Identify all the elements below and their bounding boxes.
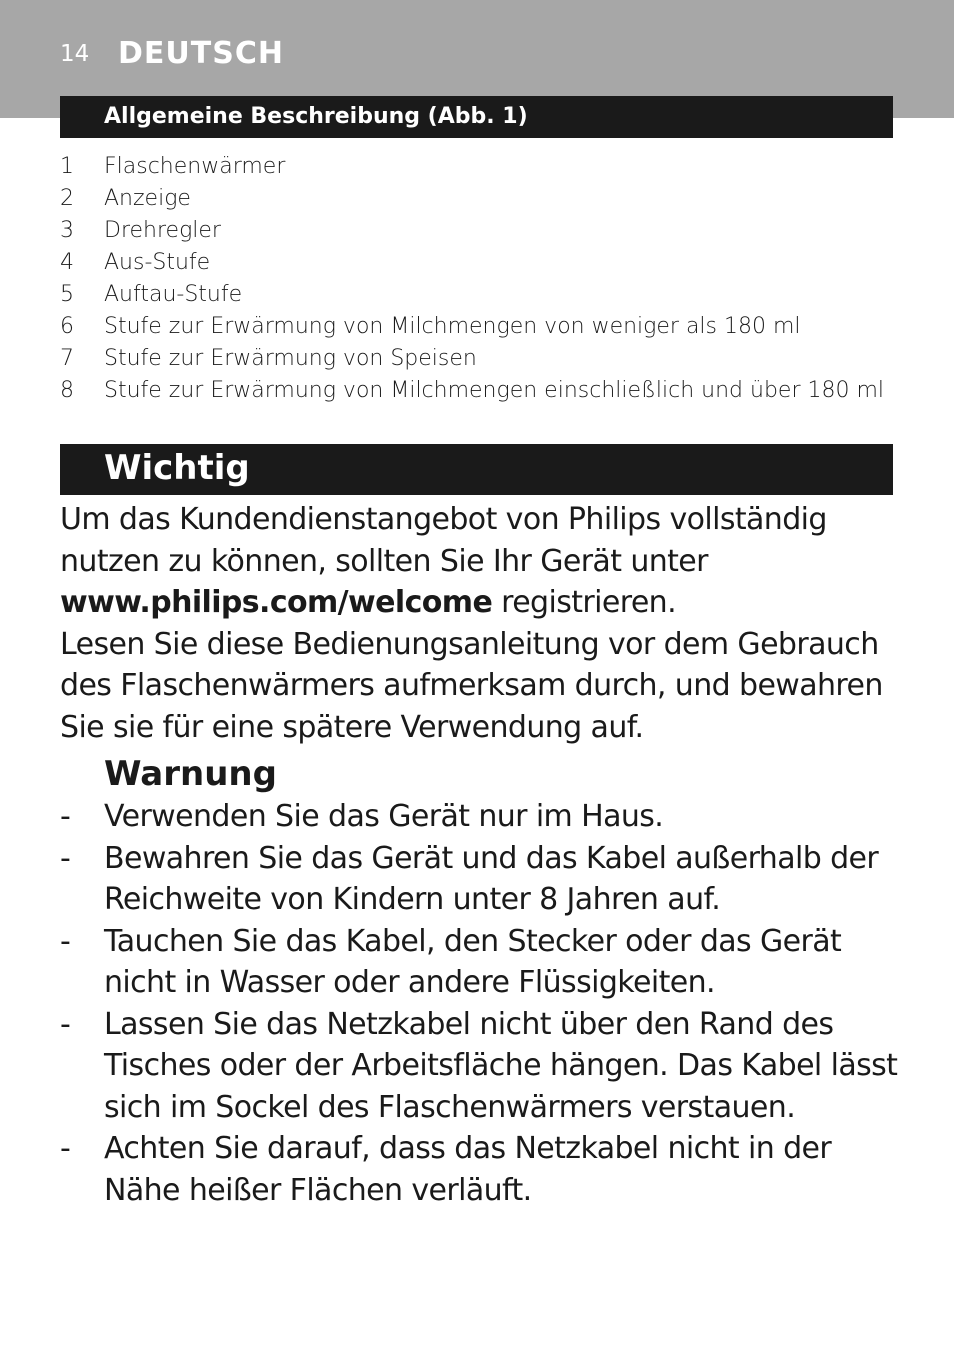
warning-text: Verwenden Sie das Gerät nur im Haus. (104, 799, 664, 834)
list-item (60, 1128, 900, 1211)
registration-text-after: registrieren. (492, 585, 677, 620)
registration-paragraph (60, 499, 900, 624)
list-item (60, 215, 893, 247)
bullet-dash: - (60, 1131, 71, 1166)
item-text: Drehregler (104, 218, 221, 243)
warning-text: Lassen Sie das Netzkabel nicht über den Rand des Tisches oder der Arbeitsfläche hängen. Das Kabel lässt sich im Sockel des Flaschenwärmers verstauen. (104, 1006, 898, 1125)
list-item (60, 838, 900, 921)
item-text: Stufe zur Erwärmung von Milchmengen einschließlich und über 180 ml (104, 378, 885, 403)
warning-heading: Warnung (104, 754, 277, 794)
item-number: 6 (60, 314, 74, 339)
bullet-dash: - (60, 799, 71, 834)
list-item (60, 183, 893, 215)
list-item (60, 796, 900, 838)
item-text: Stufe zur Erwärmung von Milchmengen von weniger als 180 ml (104, 314, 801, 339)
parts-list (60, 151, 893, 407)
item-text: Stufe zur Erwärmung von Speisen (104, 346, 477, 371)
section-heading-general-description: Allgemeine Beschreibung (Abb. 1) (60, 96, 893, 138)
language-title: DEUTSCH (118, 36, 284, 71)
item-number: 2 (60, 186, 74, 211)
warning-text: Achten Sie darauf, dass das Netzkabel nicht in der Nähe heißer Flächen verläuft. (104, 1131, 832, 1208)
item-number: 3 (60, 218, 74, 243)
bullet-dash: - (60, 840, 71, 876)
list-item (60, 311, 893, 343)
registration-text-before: Um das Kundendienstangebot von Philips vollständig nutzen zu können, sollten Sie Ihr Gerät unter (60, 502, 827, 579)
list-item (60, 343, 893, 375)
list-item (60, 921, 900, 1004)
section-heading-important: Wichtig (60, 444, 893, 495)
read-notice-paragraph: Lesen Sie diese Bedienungsanleitung vor dem Gebrauch des Flaschenwärmers aufmerksam durch, und bewahren Sie sie für eine spätere Verwendung auf. (60, 626, 883, 745)
bullet-dash: - (60, 923, 71, 959)
list-item (60, 151, 893, 183)
welcome-link[interactable]: www.philips.com/welcome (60, 585, 493, 620)
page-number: 14 (60, 41, 90, 67)
list-item (60, 279, 893, 311)
item-number: 5 (60, 282, 74, 307)
warning-list (60, 796, 900, 1211)
item-number: 8 (60, 378, 74, 403)
item-text: Auftau-Stufe (104, 282, 243, 307)
list-item (60, 247, 893, 279)
item-number: 7 (60, 346, 74, 371)
item-number: 1 (60, 154, 74, 179)
item-text: Aus-Stufe (104, 250, 211, 275)
list-item (60, 1004, 900, 1129)
item-text: Flaschenwärmer (104, 154, 286, 179)
item-text: Anzeige (104, 186, 191, 211)
intro-text (60, 499, 900, 748)
bullet-dash: - (60, 1006, 71, 1042)
list-item (60, 375, 893, 407)
warning-text: Tauchen Sie das Kabel, den Stecker oder das Gerät nicht in Wasser oder andere Flüssigkeiten. (104, 923, 842, 1000)
item-number: 4 (60, 250, 74, 275)
warning-text: Bewahren Sie das Gerät und das Kabel außerhalb der Reichweite von Kindern unter 8 Jahren auf. (104, 840, 879, 917)
